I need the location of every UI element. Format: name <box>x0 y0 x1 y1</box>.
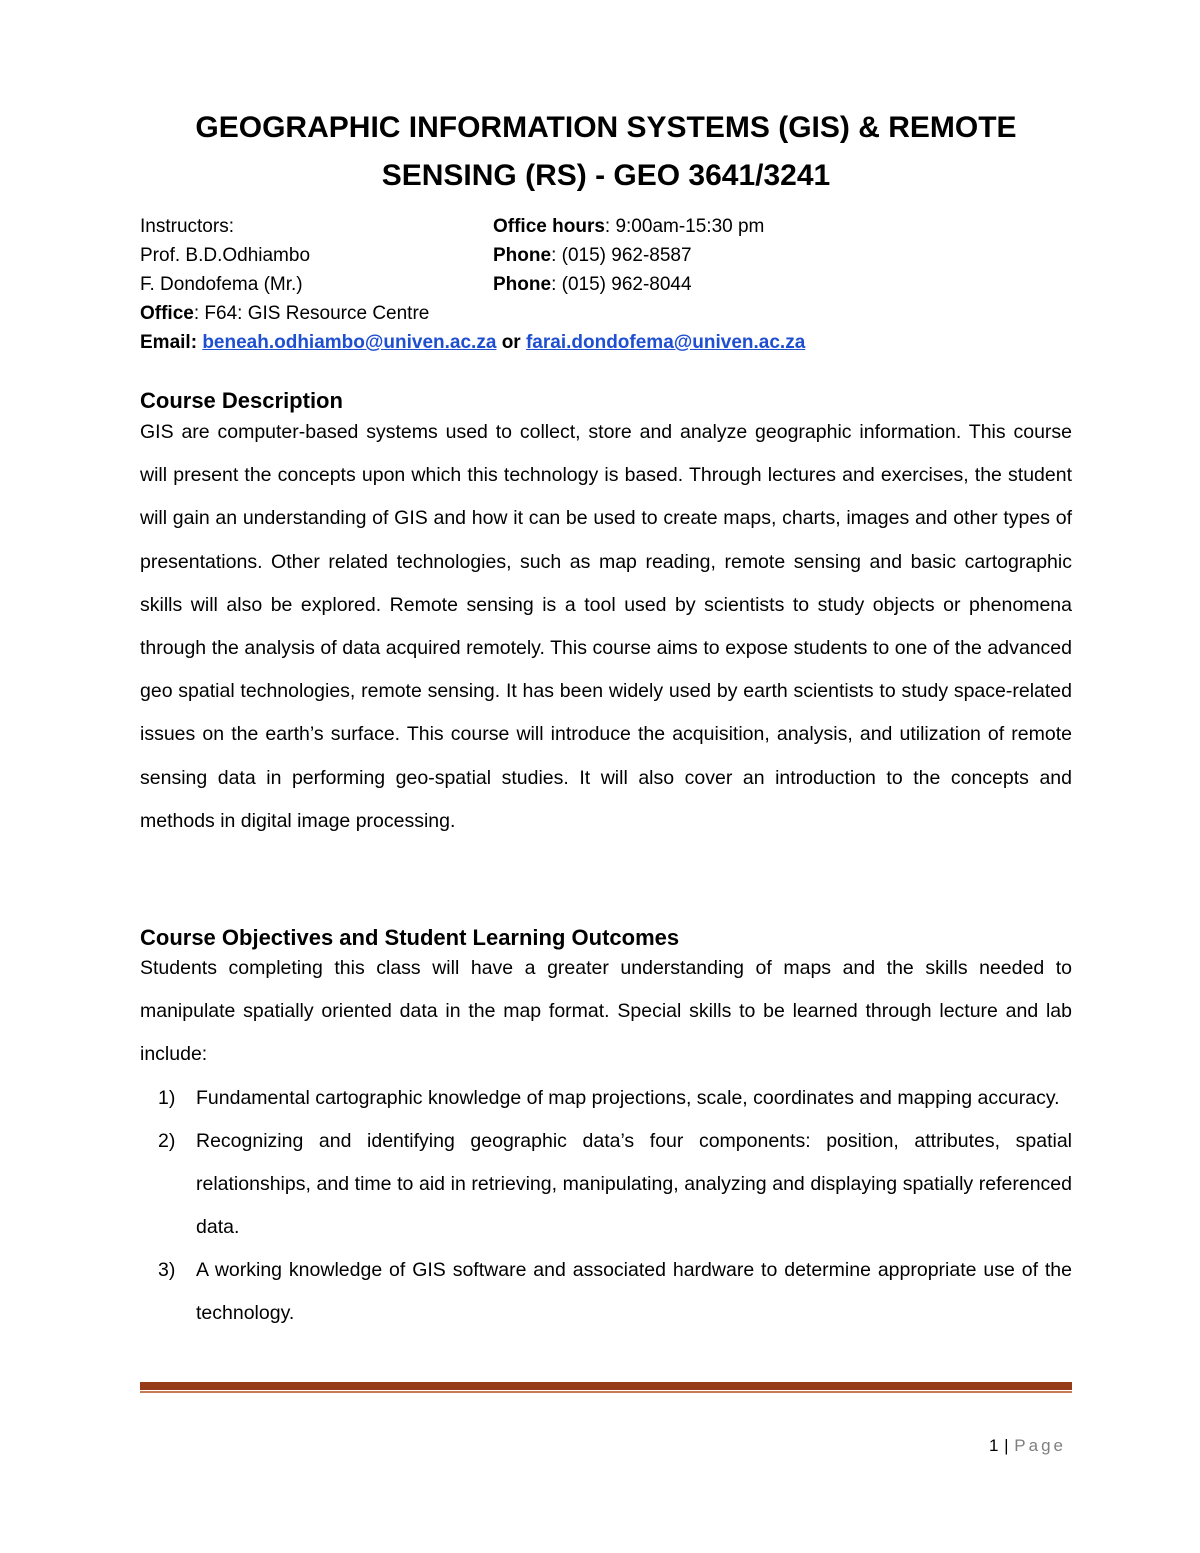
objectives-intro: Students completing this class will have a greater understanding of maps and the skills needed to manipulate spatially oriented data in the map format. Special skills to be learned through lecture and lab include: <box>140 957 1072 1066</box>
info-row-4 <box>140 299 1072 328</box>
email-label: Email: <box>140 332 198 353</box>
document-title <box>140 104 1072 200</box>
office-hours <box>493 212 764 241</box>
footer-rule <box>140 1382 1072 1390</box>
phone-2 <box>493 270 692 299</box>
phone-2-value: : (015) 962-8044 <box>551 274 692 295</box>
page-number: 1 <box>988 1436 999 1455</box>
instructor-1-name: Prof. B.D.Odhiambo <box>140 245 311 266</box>
footer-rule-thin <box>140 1391 1072 1393</box>
title-line-1: GEOGRAPHIC INFORMATION SYSTEMS (GIS) & REMOTE <box>195 111 1017 144</box>
email-line <box>140 328 805 357</box>
objective-text: A working knowledge of GIS software and associated hardware to determine appropriate use of the technology. <box>196 1259 1072 1324</box>
email-or: or <box>501 332 521 353</box>
phone-1-value: : (015) 962-8587 <box>551 245 692 266</box>
page-footer <box>989 1436 1066 1456</box>
objective-text: Fundamental cartographic knowledge of map projections, scale, coordinates and mapping accuracy. <box>196 1087 1060 1109</box>
title-line-2: SENSING (RS) - GEO 3641/3241 <box>381 159 831 192</box>
office-label: Office <box>140 303 194 324</box>
info-row-2 <box>140 241 1072 270</box>
objective-item <box>140 1120 1072 1249</box>
phone-1 <box>493 241 692 270</box>
objective-item <box>140 1249 1072 1335</box>
course-description-heading: Course Description <box>140 388 343 413</box>
page-separator: | <box>998 1436 1015 1455</box>
objective-number: 3) <box>158 1259 176 1281</box>
page-word: Page <box>1014 1436 1066 1455</box>
info-row-1 <box>140 212 1072 241</box>
objective-number: 1) <box>158 1087 176 1109</box>
phone-1-label: Phone <box>493 245 552 266</box>
office-value: : F64: GIS Resource Centre <box>193 303 430 324</box>
email-link-dondofema[interactable]: farai.dondofema@univen.ac.za <box>525 332 806 353</box>
email-link-odhiambo[interactable]: beneah.odhiambo@univen.ac.za <box>202 332 497 353</box>
objective-item <box>140 1077 1072 1120</box>
objective-text: Recognizing and identifying geographic data’s four components: position, attributes, spatial relationships, and time to aid in retrieving, manipulating, analyzing and displaying spatially referenced data. <box>196 1130 1072 1238</box>
course-description-body: GIS are computer-based systems used to collect, store and analyze geographic information. This course will present the concepts upon which this technology is based. Through lectures and exercises, the student will gain an understanding of GIS and how it can be used to create maps, charts, images and other types of presentations. Other related technologies, such as map reading, remote sensing and basic cartographic skills will also be explored. Remote sensing is a tool used by scientists to study objects or phenomena through the analysis of data acquired remotely. This course aims to expose students to one of the advanced geo spatial technologies, remote sensing. It has been widely used by earth scientists to study space-related issues on the earth’s surface. This course will introduce the acquisition, analysis, and utilization of remote sensing data in performing geo-spatial studies. It will also cover an introduction to the concepts and methods in digital image processing. <box>140 421 1072 832</box>
phone-2-label: Phone <box>493 274 552 295</box>
office-hours-value: : 9:00am-15:30 pm <box>604 216 765 237</box>
objective-number: 2) <box>158 1130 176 1152</box>
objectives-list <box>140 1077 1072 1335</box>
office-location <box>140 299 429 328</box>
info-row-5 <box>140 328 1072 357</box>
instructor-2-name: F. Dondofema (Mr.) <box>140 274 303 295</box>
objectives-heading: Course Objectives and Student Learning Outcomes <box>140 925 680 950</box>
office-hours-label: Office hours <box>493 216 605 237</box>
instructors-label: Instructors: <box>140 216 234 237</box>
instructor-info <box>140 212 1072 357</box>
info-row-3 <box>140 270 1072 299</box>
